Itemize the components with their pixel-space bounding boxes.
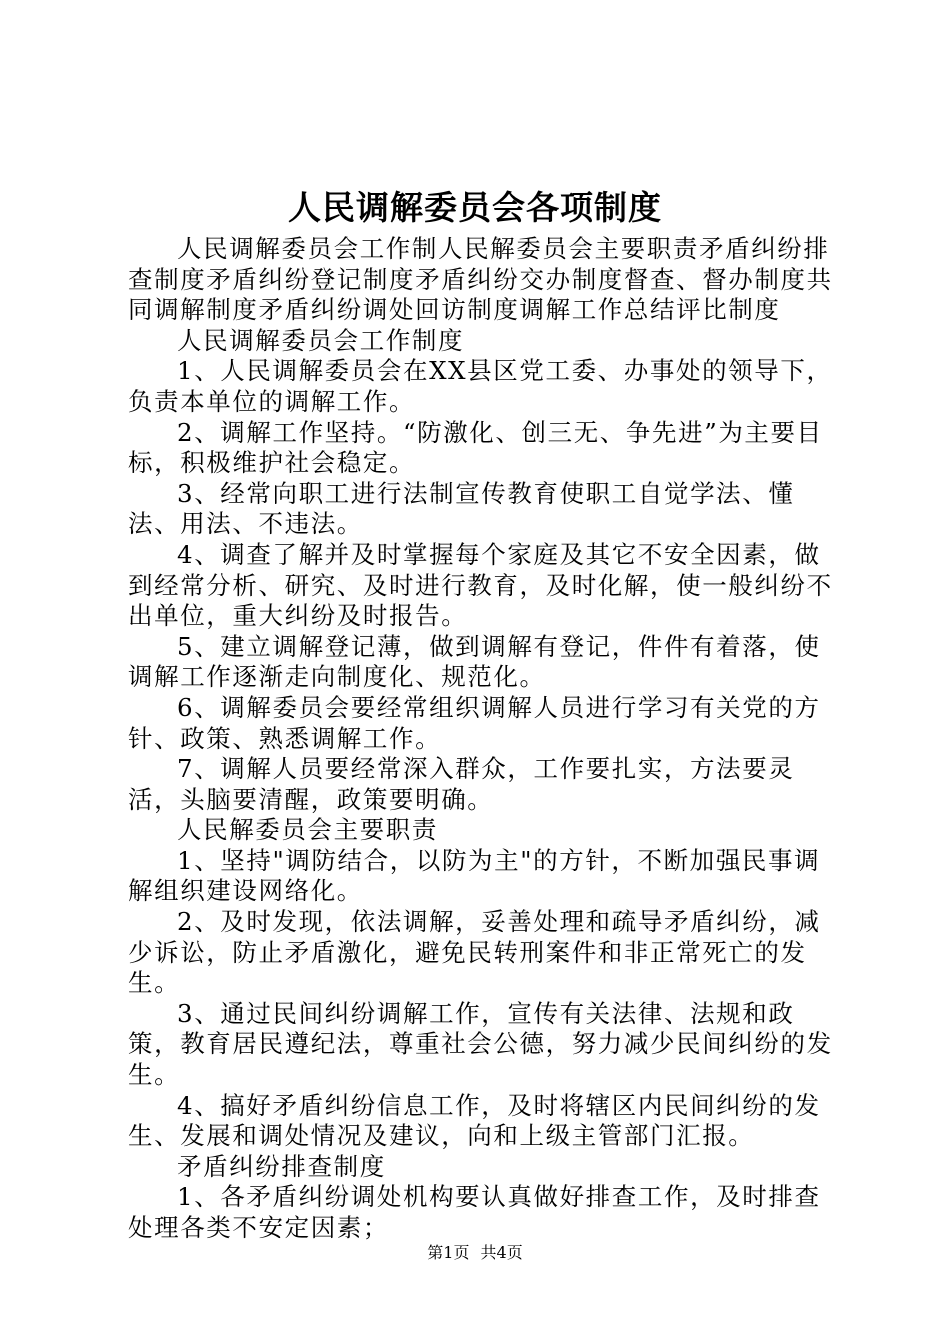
paragraph-item: 2、调解工作坚持。“防激化、创三无、争先进”为主要目标，积极维护社会稳定。 <box>128 417 823 478</box>
section-heading-work-system: 人民调解委员会工作制度 <box>177 325 465 355</box>
document-body <box>128 234 834 1244</box>
page-number: 第1页 <box>427 1243 470 1262</box>
paragraph-item: 5、建立调解登记薄，做到调解有登记，件件有着落，使调解工作逐渐走向制度化、规范化。 <box>128 631 821 692</box>
paragraph-item: 2、及时发现，依法调解，妥善处理和疏导矛盾纠纷，减少诉讼，防止矛盾激化，避免民转刑案件和非正常死亡的发生。 <box>128 907 821 998</box>
paragraph-item: 4、调查了解并及时掌握每个家庭及其它不安全因素，做到经常分析、研究、及时进行教育，及时化解，使一般纠纷不出单位，重大纠纷及时报告。 <box>128 539 833 631</box>
paragraph-item: 4、搞好矛盾纠纷信息工作，及时将辖区内民间纠纷的发生、发展和调处情况及建议，向和上级主管部门汇报。 <box>128 1090 821 1151</box>
paragraph-item: 3、通过民间纠纷调解工作，宣传有关法律、法规和政策，教育居民遵纪法，尊重社会公德，努力减少民间纠纷的发生。 <box>128 998 833 1090</box>
paragraph-item: 1、坚持"调防结合，以防为主"的方针，不断加强民事调解组织建设网络化。 <box>128 845 821 906</box>
paragraph-intro: 人民调解委员会工作制人民解委员会主要职责矛盾纠纷排查制度矛盾纠纷登记制度矛盾纠纷交办制度督查、督办制度共同调解制度矛盾纠纷调处回访制度调解工作总结评比制度 <box>128 234 833 325</box>
page-footer <box>0 1242 950 1264</box>
section-heading-main-duties: 人民解委员会主要职责 <box>177 815 438 845</box>
paragraph-item: 3、经常向职工进行法制宣传教育使职工自觉学法、懂法、用法、不违法。 <box>128 478 795 539</box>
paragraph-item: 1、人民调解委员会在XX县区党工委、办事处的领导下，负责本单位的调解工作。 <box>128 356 833 416</box>
document-title: 人民调解委员会各项制度 <box>288 188 662 227</box>
section-heading-dispute-screening: 矛盾纠纷排查制度 <box>177 1151 386 1181</box>
paragraph-item: 1、各矛盾纠纷调处机构要认真做好排查工作，及时排查处理各类不安定因素； <box>128 1182 821 1242</box>
page-total: 共4页 <box>480 1243 523 1262</box>
paragraph-item: 6、调解委员会要经常组织调解人员进行学习有关党的方针、政策、熟悉调解工作。 <box>128 692 821 753</box>
paragraph-item: 7、调解人员要经常深入群众，工作要扎实，方法要灵活，头脑要清醒，政策要明确。 <box>128 754 795 814</box>
